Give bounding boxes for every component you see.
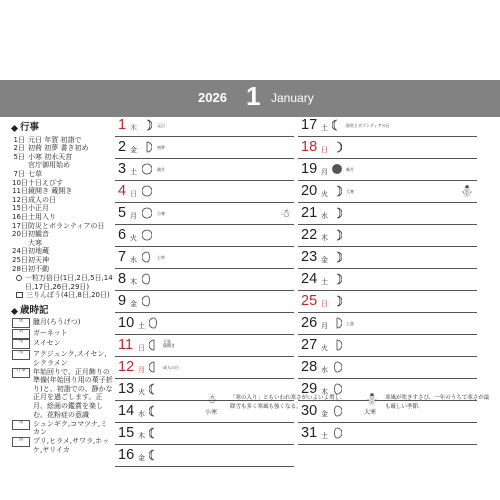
event-date: 2日	[13, 144, 25, 153]
day-number: 2	[118, 139, 127, 155]
day-number: 24	[301, 271, 318, 287]
day-number: 13	[118, 381, 135, 397]
moon-phase-icon	[142, 119, 152, 131]
header-month-name: January	[271, 91, 314, 105]
moon-phase-icon	[142, 185, 152, 197]
day-number: 4	[118, 183, 127, 199]
event-date: 1日	[13, 135, 25, 144]
seasonal-title: 歳時記	[12, 307, 113, 316]
moon-phase-icon	[332, 317, 342, 329]
day-row	[115, 423, 294, 445]
day-note: 初夢	[157, 145, 165, 150]
weekday: 水	[321, 366, 328, 374]
day-row	[298, 313, 477, 335]
day-row	[115, 269, 294, 291]
seasonal-tag: 花	[12, 318, 30, 328]
seasonal-tag: 行事	[12, 368, 30, 378]
day-number: 23	[301, 249, 318, 265]
seasonal-text: スイセン	[33, 339, 61, 348]
event-text: 官庁御用始め	[28, 161, 70, 170]
event-text: 初地蔵	[28, 247, 49, 256]
day-number: 1	[118, 117, 127, 133]
moon-phase-icon	[149, 317, 159, 329]
seasonal-row	[12, 329, 113, 339]
weekday: 木	[130, 124, 137, 132]
day-number: 10	[118, 315, 135, 331]
moon-phase-icon	[142, 229, 152, 241]
day-row	[115, 445, 294, 467]
day-note: 七草	[157, 255, 165, 260]
day-note: 元日	[157, 123, 165, 128]
misc-text: 一粒万倍日(1日,2日,5日,14日,17日,26日,29日)	[25, 274, 113, 291]
weekday: 金	[321, 256, 328, 264]
day-row	[115, 335, 294, 357]
day-number: 25	[301, 293, 318, 309]
seasonal-text: ガーネット	[33, 328, 68, 337]
seasonal-row	[12, 339, 113, 349]
day-number: 20	[301, 183, 318, 199]
moon-phase-icon	[332, 185, 342, 197]
seasonal-tag: 旬	[12, 339, 30, 349]
seasonal-tag: 石	[12, 329, 30, 339]
weekday: 日	[321, 300, 328, 308]
moon-phase-icon	[142, 207, 152, 219]
weekday: 火	[321, 190, 328, 198]
day-row	[298, 115, 477, 137]
event-text: 大寒	[28, 238, 42, 247]
day-row	[115, 357, 294, 379]
day-row	[115, 137, 294, 159]
day-row	[115, 115, 294, 137]
day-note: 新月	[346, 167, 354, 172]
day-row	[298, 247, 477, 269]
weekday: 金	[130, 300, 137, 308]
weekday: 土	[138, 322, 145, 330]
day-number: 8	[118, 271, 127, 287]
weekday: 水	[130, 256, 137, 264]
day-number: 12	[118, 359, 135, 375]
moon-phase-icon	[149, 361, 159, 373]
day-row	[298, 357, 477, 379]
day-number: 17	[301, 117, 318, 133]
misc-text: 三りんぼう(4日,8日,20日)	[26, 291, 110, 300]
moon-phase-icon	[149, 383, 159, 395]
day-row	[298, 137, 477, 159]
event-row	[12, 265, 113, 274]
weekday: 金	[138, 454, 145, 462]
day-number: 14	[118, 403, 135, 419]
day-note: 大寒	[346, 189, 354, 194]
snowman-icon: ☃	[281, 207, 291, 220]
day-row	[298, 291, 477, 313]
weekday: 月	[321, 168, 328, 176]
moon-phase-icon	[149, 449, 159, 461]
day-number: 27	[301, 337, 318, 353]
day-note: 上弦	[346, 321, 354, 326]
seasonal-tag: 旬	[12, 350, 30, 360]
snowman-icon: ☃	[207, 393, 217, 406]
moon-phase-icon	[142, 163, 152, 175]
weekday: 金	[321, 410, 328, 418]
snowman-icon: ⛄	[365, 393, 379, 406]
weekday: 土	[321, 432, 328, 440]
event-text: 十日えびす	[28, 178, 63, 187]
moon-phase-icon	[142, 295, 152, 307]
moon-phase-icon	[142, 141, 152, 153]
event-row	[12, 136, 113, 145]
day-row	[115, 159, 294, 181]
event-row	[12, 247, 113, 256]
day-number: 29	[301, 381, 318, 397]
weekday: 木	[138, 432, 145, 440]
event-row	[12, 213, 113, 222]
moon-phase-icon	[142, 251, 152, 263]
event-text: 防災とボランティアの日	[28, 221, 105, 230]
event-row	[12, 256, 113, 265]
event-text: 小寒 初水天宮	[28, 152, 73, 161]
moon-phase-icon	[332, 229, 342, 241]
day-number: 15	[118, 425, 135, 441]
event-date: 11日	[12, 187, 28, 196]
events-title: 行事	[12, 124, 113, 133]
day-number: 16	[118, 447, 135, 463]
event-date: 17日	[12, 221, 28, 230]
moon-phase-icon	[332, 427, 342, 439]
weekday: 金	[130, 146, 137, 154]
weekday: 日	[321, 146, 328, 154]
moon-phase-icon	[332, 119, 342, 131]
seasonal-tag: 魚	[12, 437, 30, 447]
day-number: 11	[118, 337, 134, 353]
event-row	[12, 222, 113, 231]
day-note: 小寒	[157, 211, 165, 216]
weekday: 水	[138, 410, 145, 418]
sidebar	[12, 124, 113, 455]
day-row	[298, 423, 477, 445]
weekday: 木	[321, 234, 328, 242]
day-row	[115, 181, 294, 203]
event-row	[12, 230, 113, 239]
day-row	[115, 313, 294, 335]
moon-phase-icon	[332, 339, 342, 351]
day-note: 防災とボランティアの日	[346, 123, 390, 128]
event-text: 初不動	[28, 264, 49, 273]
event-date: 28日	[12, 264, 28, 273]
event-text: 初天神	[28, 255, 49, 264]
day-note: 満月	[157, 167, 165, 172]
event-date: 12日	[12, 195, 28, 204]
seasonal-row	[12, 368, 113, 420]
day-row	[298, 203, 477, 225]
moon-phase-icon	[149, 339, 159, 351]
event-text: 初荷 初夢 書き初め	[28, 144, 89, 153]
day-number: 19	[301, 161, 318, 177]
event-date: 15日	[12, 204, 28, 213]
events-list	[12, 136, 113, 274]
moon-phase-icon	[142, 273, 152, 285]
seasonal-text: 年始回りで、正月飾りの準備(年始回り用の菓子折り)と、初詣での、静かな正月を過ごします。正月、絵画の鑑賞を楽しむ。花粉症の意識	[33, 367, 113, 419]
event-date: 10日	[12, 178, 28, 187]
event-date: 16日	[12, 212, 28, 221]
day-number: 7	[118, 249, 127, 265]
event-text: 七草	[28, 169, 42, 178]
header-month: 1	[246, 81, 261, 111]
weekday: 月	[138, 366, 145, 374]
day-row	[298, 181, 477, 203]
day-number: 3	[118, 161, 127, 177]
event-text: 初観音	[28, 230, 49, 239]
weekday: 月	[130, 212, 137, 220]
event-date	[12, 161, 25, 170]
day-number: 22	[301, 227, 318, 243]
event-date: 7日	[13, 169, 25, 178]
day-row	[115, 203, 294, 225]
weekday: 土	[321, 124, 328, 132]
day-number: 21	[301, 205, 318, 221]
day-row	[115, 247, 294, 269]
weekday: 火	[321, 344, 328, 352]
day-note: 下弦 鏡開き	[163, 339, 175, 349]
event-text: 成人の日	[28, 195, 56, 204]
day-number: 30	[301, 403, 318, 419]
day-number: 26	[301, 315, 318, 331]
event-date	[12, 239, 25, 248]
moon-phase-icon	[332, 163, 342, 175]
snowman-icon: ⛄	[460, 185, 474, 198]
seasonal-row	[12, 420, 113, 437]
sekki-note-daikan: 寒風が吹きすさび、一年のうちで寒さが最も厳しい季節。	[385, 395, 490, 410]
event-date: 25日	[12, 255, 28, 264]
sekki-name-daikan: 大寒	[364, 409, 377, 416]
day-note: 成人の日	[163, 365, 179, 370]
day-row	[115, 225, 294, 247]
circle-icon	[16, 275, 22, 281]
seasonal-tag: 旬	[12, 420, 30, 430]
weekday: 日	[130, 190, 137, 198]
moon-phase-icon	[332, 361, 342, 373]
day-row	[298, 159, 477, 181]
day-number: 31	[301, 425, 318, 441]
weekday: 月	[321, 322, 328, 330]
weekday: 日	[138, 344, 145, 352]
sekki-name-shokan: 小寒	[205, 409, 218, 416]
event-text: 土用入り	[28, 212, 56, 221]
weekday: 木	[130, 278, 137, 286]
misc-list	[12, 274, 113, 300]
event-text: 鏡開き 蔵開き	[28, 187, 73, 196]
moon-phase-icon	[332, 273, 342, 285]
sekki-note-shokan: 「寒の入り」ともいわれ寒さがいよいよ増し、降雪も多く寒風も強くなる。	[230, 395, 346, 410]
seasonal-text: シュンギク,コマツナ,ミカン	[33, 419, 108, 437]
moon-phase-icon	[332, 207, 342, 219]
event-row	[12, 170, 113, 179]
event-row	[12, 187, 113, 196]
event-date: 20日	[12, 230, 28, 239]
event-row	[12, 204, 113, 213]
weekday: 水	[321, 212, 328, 220]
event-date: 24日	[12, 247, 28, 256]
event-text: 元日 年賀 初詣で	[28, 135, 82, 144]
weekday: 火	[138, 388, 145, 396]
weekday: 火	[130, 234, 137, 242]
day-row	[115, 291, 294, 313]
seasonal-row	[12, 350, 113, 367]
day-row	[298, 225, 477, 247]
moon-phase-icon	[149, 405, 159, 417]
seasonal-text: ブリ,ヒラメ,サワラ,ホッケ,ヤリイカ	[33, 437, 110, 454]
day-row	[298, 269, 477, 291]
seasonal-row	[12, 318, 113, 328]
day-number: 5	[118, 205, 127, 221]
header-year: 2026	[198, 90, 227, 105]
seasonal-row	[12, 437, 113, 454]
event-row	[12, 144, 113, 153]
weekday: 木	[321, 388, 328, 396]
moon-phase-icon	[332, 251, 342, 263]
event-row	[12, 179, 113, 188]
seasonal-text: 臘月(ろうげつ)	[33, 318, 81, 327]
seasonal-text: アクジュンク,スイセン,シクラメン	[33, 349, 107, 367]
misc-row	[12, 291, 113, 300]
event-text: 小正月	[28, 204, 49, 213]
moon-phase-icon	[149, 427, 159, 439]
moon-phase-icon	[332, 141, 342, 153]
weekday: 土	[321, 278, 328, 286]
seasonal-list	[12, 318, 113, 454]
event-row	[12, 161, 113, 170]
day-row	[298, 335, 477, 357]
day-number: 18	[301, 139, 318, 155]
day-number: 6	[118, 227, 127, 243]
day-number: 9	[118, 293, 127, 309]
weekday: 土	[130, 168, 137, 176]
moon-phase-icon	[332, 295, 342, 307]
square-icon	[16, 292, 23, 298]
event-date: 5日	[13, 152, 25, 161]
misc-row	[12, 274, 113, 291]
day-number: 28	[301, 359, 318, 375]
